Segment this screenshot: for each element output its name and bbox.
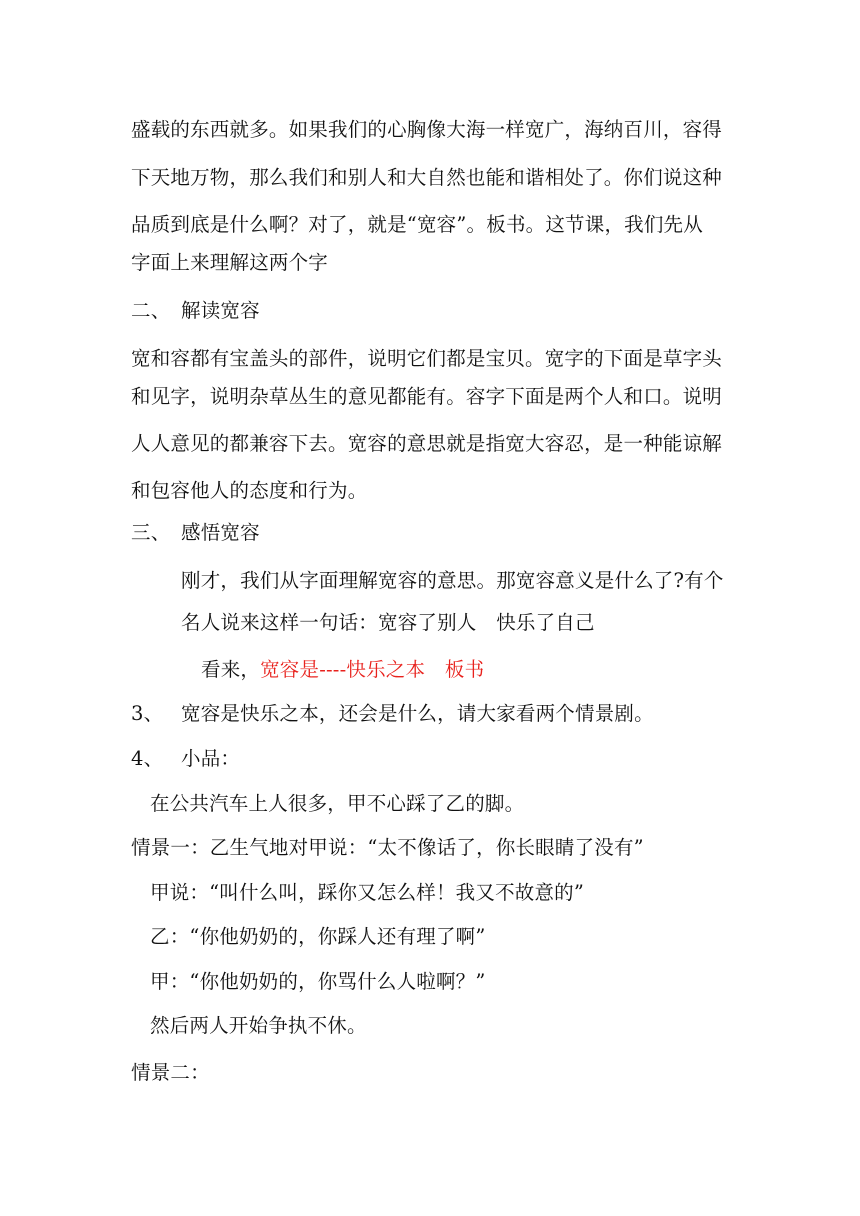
section-2-line-4: 和包容他人的态度和行为。: [131, 479, 368, 502]
skit-line-1: 在公共汽车上人很多，甲不心踩了乙的脚。: [150, 792, 525, 815]
skit-line-4: 乙：“你他奶奶的，你踩人还有理了啊”: [150, 925, 486, 948]
section-3-heading: [131, 521, 260, 545]
intro-line-2: 下天地万物，那么我们和别人和大自然也能和谐相处了。你们说这种: [131, 166, 723, 189]
section-2-number: 二、: [131, 299, 171, 322]
section-2-title: 解读宽容: [181, 299, 260, 322]
section-3-title: 感悟宽容: [181, 521, 260, 544]
item-4-text: 小品：: [181, 747, 241, 770]
intro-line-3: 品质到底是什么啊？对了，就是“宽容”。板书。这节课，我们先从: [131, 213, 703, 236]
item-3-text: 宽容是快乐之本，还会是什么，请大家看两个情景剧。: [181, 702, 654, 725]
skit-line-2: 情景一：乙生气地对甲说：“太不像话了，你长眼睛了没有”: [131, 836, 644, 859]
intro-line-4: 字面上来理解这两个字: [131, 251, 329, 274]
kanlai-line: [201, 658, 484, 682]
skit-line-7: 情景二：: [131, 1061, 210, 1084]
section-2-line-1: 宽和容都有宝盖头的部件，说明它们都是宝贝。宽字的下面是草字头: [131, 347, 723, 370]
intro-line-1: 盛载的东西就多。如果我们的心胸像大海一样宽广，海纳百川，容得: [131, 118, 723, 141]
item-4-number: 4、: [131, 747, 164, 770]
skit-line-5: 甲：“你他奶奶的，你骂什么人啦啊？”: [150, 970, 486, 993]
section-3-number: 三、: [131, 521, 171, 544]
kanlai-red-text: 宽容是----快乐之本 板书: [260, 658, 485, 681]
item-4: [131, 747, 240, 771]
item-3: [131, 702, 654, 726]
section-3-line-1: 刚才，我们从字面理解宽容的意思。那宽容意义是什么了?有个: [181, 569, 724, 592]
section-2-line-3: 人人意见的都兼容下去。宽容的意思就是指宽大容忍，是一种能谅解: [131, 432, 723, 455]
kanlai-prefix: 看来，: [201, 658, 261, 681]
item-3-number: 3、: [131, 702, 164, 725]
skit-line-6: 然后两人开始争执不休。: [150, 1014, 367, 1037]
section-2-heading: [131, 299, 260, 323]
section-2-line-2: 和见字，说明杂草丛生的意见都能有。容字下面是两个人和口。说明: [131, 385, 723, 408]
section-3-line-2: 名人说来这样一句话：宽容了别人 快乐了自己: [181, 611, 595, 634]
skit-line-3: 甲说：“叫什么叫，踩你又怎么样！我又不故意的”: [150, 881, 585, 904]
